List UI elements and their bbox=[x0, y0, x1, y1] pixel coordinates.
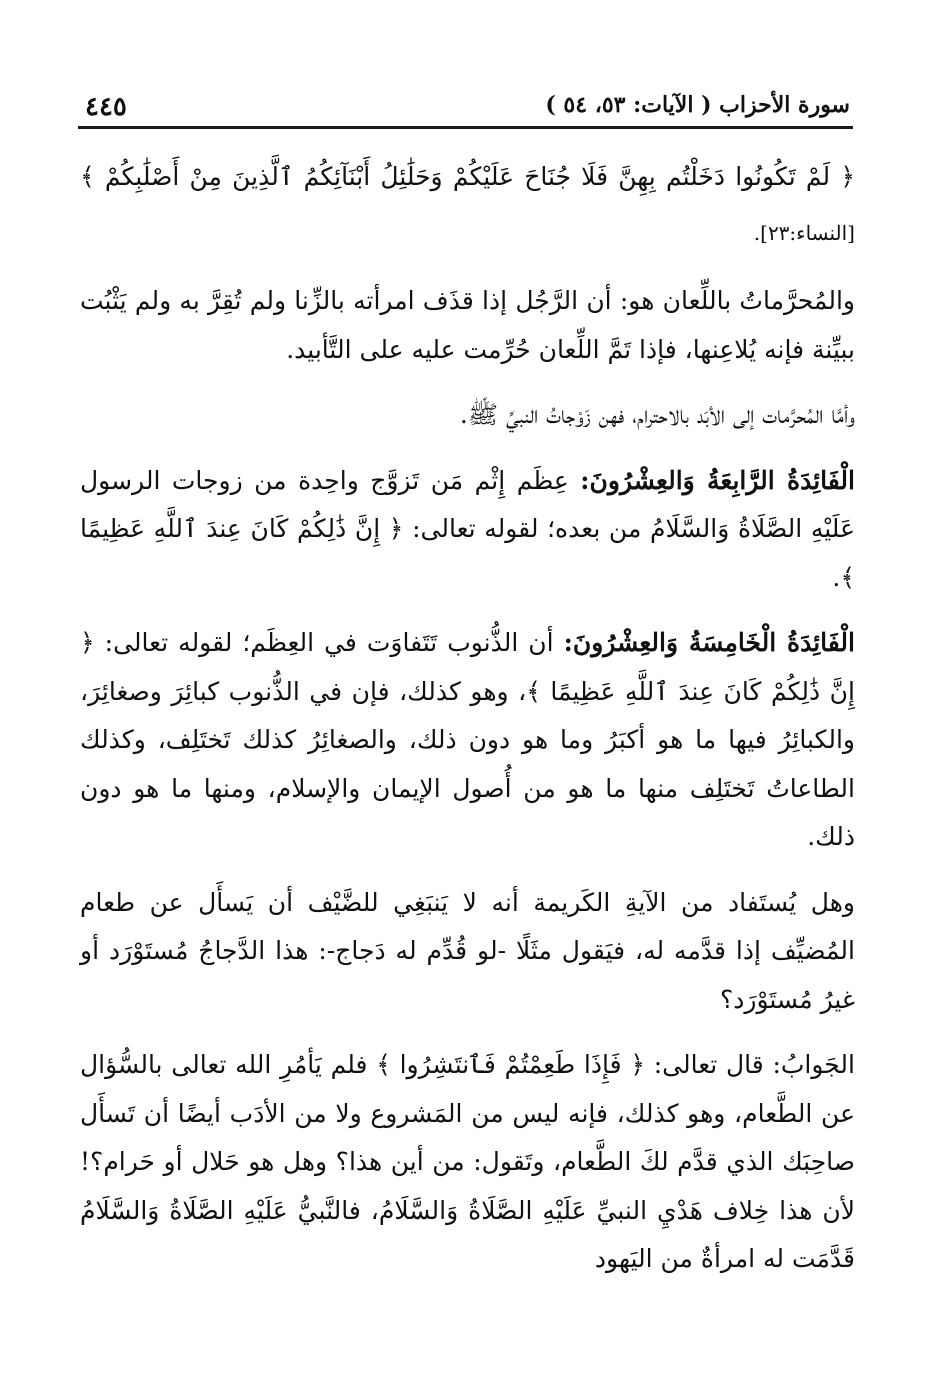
page-number: ٤٤٥ bbox=[85, 92, 127, 122]
paragraph-lian bbox=[80, 277, 855, 374]
running-head: سورة الأحزاب ( الآيات: ٥٣، ٥٤ ) bbox=[545, 92, 850, 118]
paragraph-text: وهل يُستَفاد من الآيةِ الكَريمة أنه لا يَنبَغِي للضَّيْف أن يَسأَل عن طعام المُضيِّف إذا قدَّمه له، فيَقول مثَلًا -لو قُدِّم له دَجاج-: هذا الدَّجاجُ مُستَوْرَد أو غيرُ مُستَوْرَد؟ bbox=[80, 887, 855, 1014]
paragraph-benefit-25 bbox=[80, 619, 855, 862]
quran-verse: ﴿ فَإِذَا طَعِمْتُمْ فَٱنتَشِرُوا ﴾ bbox=[376, 1050, 645, 1079]
paragraph-ihtiram bbox=[80, 391, 855, 440]
paragraph-text: قال تعالى: bbox=[644, 1050, 773, 1079]
paragraph-text: ، وهو كذلك، فإن في الذُّنوب كبائِرَ وصغائِرَ، والكبائِرُ فيها ما هو أكبَرُ وما هو دون ذلك، والصغائِرُ كذلك تَختَلِف، وكذلك الطاعاتُ تَختَلِف منها ما هو من أُصول الإيمان والإسلام، ومنها ما هو دون ذلك. bbox=[80, 676, 855, 851]
paragraph-text: فلم يَأمُرِ الله تعالى بالسُّؤال عن الطَّعام، وهو كذلك، فإنه ليس من المَشروع ولا من الأدَب أيضًا أن تَسأَل صاحِبَك الذي قدَّم لكَ الطَّعام، وتَقول: من أين هذا؟ وهل هو حَلال أو حَرام؟! لأن هذا خِلاف هَدْيِ النبيِّ عَلَيْهِ الصَّلَاةُ وَالسَّلَامُ، فالنَّبيُّ عَلَيْهِ الصَّلَاةُ وَالسَّلَامُ قَدَّمَت له امرأةٌ من اليَهود bbox=[80, 1050, 855, 1273]
benefit-heading: الْفَائِدَةُ الْخَامِسَةُ وَالعِشْرُونَ: bbox=[563, 628, 855, 657]
quran-verse: ﴿ لَمْ تَكُونُوا دَخَلْتُم بِهِنَّ فَلَا جُنَاحَ عَلَيْكُمْ وَحَلَٰئِلُ أَبْنَآئِكُمُ ٱلَّذِينَ مِنْ أَصْلَٰبِكُمْ ﴾ bbox=[80, 162, 855, 191]
paragraph-text: والمُحرَّماتُ باللِّعان هو: أن الرَّجُل إذا قذَف امرأته بالزِّنا ولم تُقِرَّ به ولم يَثْبُت ببيِّنة فإنه يُلاعِنها، فإذا تَمَّ اللِّعان حُرِّمت عليه على التَّأبيد. bbox=[80, 286, 855, 364]
verse-citation: [النساء:٢٣]. bbox=[753, 221, 855, 245]
paragraph-text: . bbox=[832, 562, 841, 592]
paragraph-text: أن الذُّنوب تَتَفاوَت في العِظَم؛ لقوله تعالى: bbox=[94, 628, 564, 657]
page-body bbox=[80, 150, 855, 1301]
page-header bbox=[85, 84, 850, 124]
paragraph-text: عِظَم إِثْم مَن تَزوَّج واحِدة من زوجات الرسول عَلَيْهِ الصَّلَاةُ وَالسَّلَامُ من بعده؛ لقوله تعالى: bbox=[80, 465, 855, 543]
answer-label: الجَوابُ: bbox=[772, 1050, 855, 1079]
paragraph-answer bbox=[80, 1041, 855, 1284]
paragraph-text: وأمَّا المُحرَّمات إلى الأبَد بالاحترام، فهن زَوْجاتُ النبيِّ ﷺ. bbox=[459, 400, 855, 429]
header-divider bbox=[78, 126, 853, 129]
verse-continuation-paragraph bbox=[80, 150, 855, 260]
paragraph-benefit-24 bbox=[80, 457, 855, 603]
paragraph-question bbox=[80, 879, 855, 1025]
benefit-heading: الْفَائِدَةُ الرَّابِعَةُ وَالعِشْرُونَ: bbox=[580, 465, 855, 495]
quran-verse: ﴿ إِنَّ ذَٰلِكُمْ كَانَ عِندَ ٱللَّهِ عَظِيمًا ﴾ bbox=[80, 628, 855, 706]
quran-verse: ﴿ إِنَّ ذَٰلِكُمْ كَانَ عِندَ ٱللَّهِ عَظِيمًا ﴾ bbox=[80, 514, 855, 592]
